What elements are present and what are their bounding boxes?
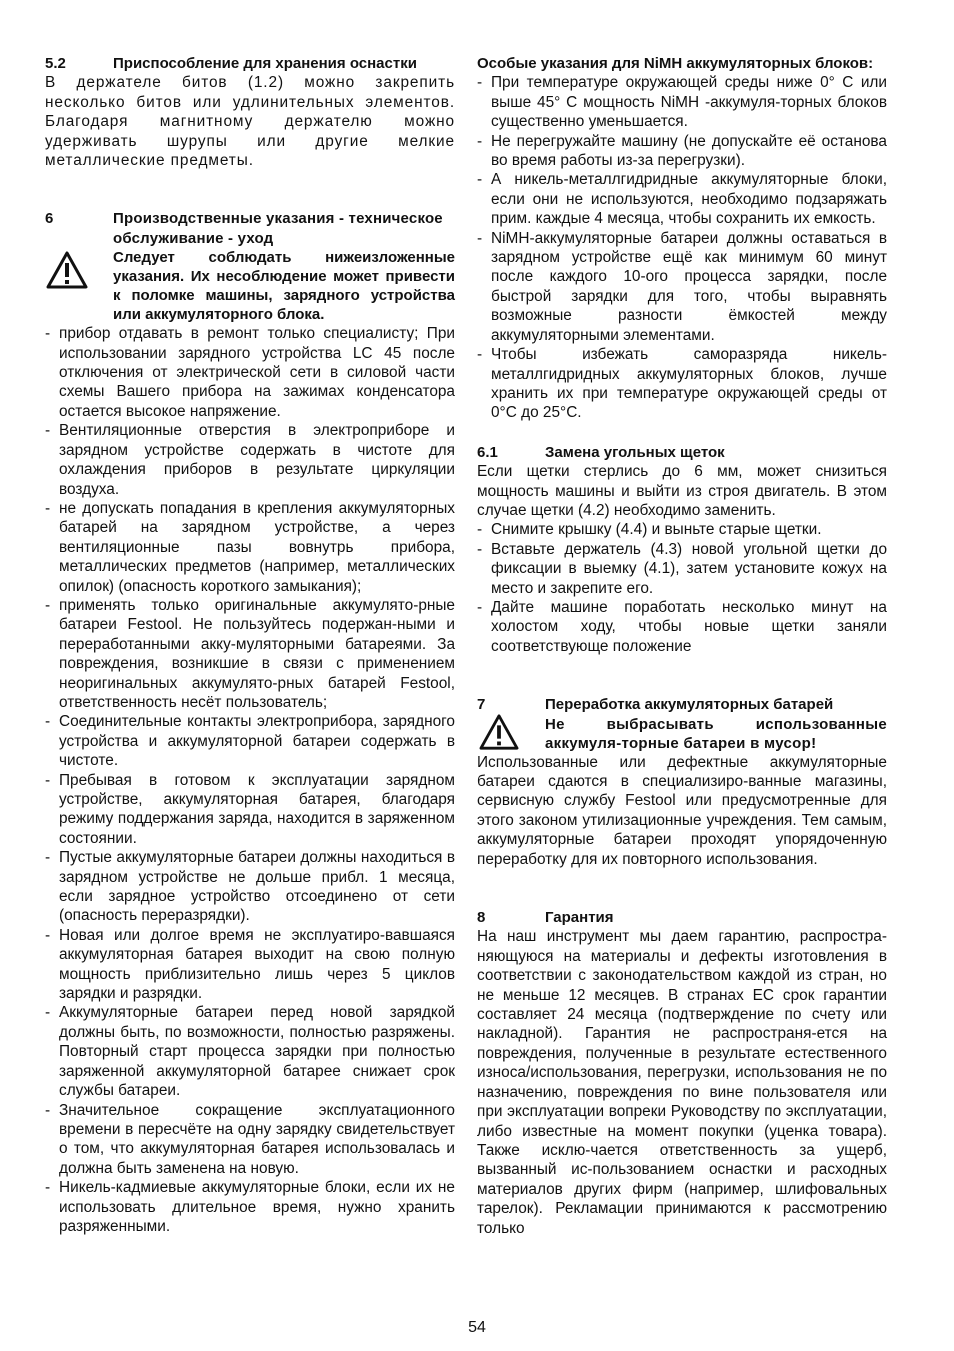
warning-text: Не выбрасывать использованные аккумуля-торные батареи в мусор! — [545, 715, 887, 752]
list-item-text: Не перегружайте машину (не допускайте её останова во время работы из-за перегрузки). — [491, 132, 887, 170]
list-item-text: Вставьте держатель (4.3) новой угольной щетки до фиксации в выемку (4.1), затем установите кожух на место и закрепите его. — [491, 540, 887, 597]
list-dash: - — [45, 1179, 51, 1197]
paragraph: Использованные или дефектные аккумуляторные батареи сдаются в специализиро-ванные магазины, сервисную службу Festool или предусмотренные для этого законом утилизационные учреждения. Тем самым, аккумуляторные батареи проходят упорядоченную переработку для их повторного использования. — [477, 753, 887, 868]
list-item-text: Значительное сокращение эксплуатационного времени в пересчёте на одну зарядку свидетельствует о том, что аккумуляторная батарея использовалась и должна быть заменена на новую. — [59, 1101, 455, 1177]
list-item-text: А никель-металлгидридные аккумуляторные блоки, если они не используются, необходимо подзаряжать прим. каждые 4 месяца, чтобы сохранить их емкость. — [491, 171, 887, 228]
list-dash: - — [45, 1101, 51, 1119]
list-dash: - — [45, 713, 51, 731]
section-7 — [477, 695, 887, 869]
section-heading — [477, 908, 887, 927]
section-title: Производственные указания - техническое обслуживание - уход — [113, 210, 443, 247]
section-5-2 — [45, 54, 455, 170]
list-item-text: Новая или долгое время не эксплуатиро-вавшаяся аккумуляторная батарея выходит на свою полную мощность приблизительно лишь через 5 циклов зарядки и разрядки. — [59, 926, 455, 1003]
list-item — [477, 540, 887, 598]
list-item-text: прибор отдавать в ремонт только специалисту; При использовании зарядного устройства LC 45 после отключения от электрической сети в силовой части схемы Вашего прибора на зажимах конденсатора остается высокое напряжение. — [59, 325, 455, 420]
list-item-text: Вентиляционные отверстия в электроприборе и зарядном устройстве содержать в чистоте для охлаждения приборов в результате циркуляции воздуха. — [59, 422, 455, 498]
section-title: Замена угольных щеток — [545, 443, 725, 461]
list-dash: - — [45, 771, 51, 789]
list-dash: - — [477, 229, 483, 247]
list-item-text: Пребывая в готовом к эксплуатации зарядном устройстве, аккумуляторная батарея, благодаря режиму поддержания заряда, находится в заряженном состоянии. — [59, 771, 455, 847]
section-heading — [45, 54, 455, 73]
list-dash: - — [45, 849, 51, 867]
list-dash: - — [477, 346, 483, 364]
warning-triangle-icon — [45, 248, 113, 324]
paragraph: Если щетки стерлись до 6 мм, может снизиться мощность машины и выйти из строя двигатель. В этом случае щетки (4.2) необходимо заменить. — [477, 463, 887, 519]
list-dash: - — [45, 1004, 51, 1022]
list-item-text: применять только оригинальные аккумулято-рные батареи Festool. Не пользуйтесь подержан-ными и переработанными акку-муляторными батареями. За повреждения, возникшие в связи с применением неоригинальных аккумулято-рных батарей Festool, ответственность несёт пользователь; — [59, 596, 455, 711]
section-6 — [45, 209, 455, 1236]
list-item — [477, 520, 887, 539]
warning-block — [45, 248, 455, 324]
list-item — [45, 848, 455, 926]
list-dash: - — [45, 596, 51, 614]
list-dash: - — [45, 422, 51, 440]
list-item — [45, 596, 455, 712]
list-item — [477, 170, 887, 228]
list-item-text: не допускать попадания в крепления аккумуляторных батарей на зарядном устройстве, а через вентиляционные пазы вовнутрь прибора, металлических предметов (например, металлических опилок) (опасность короткого замыкания); — [59, 499, 455, 595]
section-number: 6.1 — [477, 443, 498, 461]
section-title: Гарантия — [545, 909, 614, 927]
right-column — [477, 54, 887, 1238]
page-number: 54 — [468, 1319, 486, 1336]
list-item — [477, 598, 887, 656]
list-dash: - — [477, 74, 483, 92]
section-number: 8 — [477, 909, 486, 927]
section-heading — [477, 695, 887, 714]
section-6-1 — [477, 443, 887, 656]
list-item-text: Никель-кадмиевые аккумуляторные блоки, если их не использовать длительное время, нужно хранить разряженными. — [59, 1179, 455, 1235]
warning-block — [477, 715, 887, 753]
section-heading — [45, 209, 455, 248]
list-item-text: Соединительные контакты электроприбора, зарядного устройства и аккумуляторной батареи содержать в чистоте. — [59, 713, 455, 770]
section-number: 5.2 — [45, 55, 66, 72]
list-dash: - — [477, 132, 483, 150]
nimh-list — [477, 73, 887, 422]
list-item — [45, 926, 455, 1004]
list-dash: - — [45, 926, 51, 944]
list-dash: - — [477, 598, 483, 616]
list-item-text: Снимите крышку (4.4) и выньте старые щетки. — [491, 521, 822, 539]
list-item — [45, 712, 455, 770]
brush-list — [477, 520, 887, 656]
list-item-text: Аккумуляторные батареи перед новой зарядкой должны быть, по возможности, полностью разряжены. Повторный старт процесса зарядки при полностью заряженной аккумуляторной батарее снижает срок службы батареи. — [59, 1004, 455, 1100]
list-item-text: Дайте машине поработать несколько минут на холостом ходу, чтобы новые щетки заняли соответствующе положение — [491, 598, 887, 655]
list-dash: - — [477, 521, 483, 539]
list-item — [477, 345, 887, 423]
warning-triangle-icon — [477, 715, 545, 753]
list-item — [45, 421, 455, 499]
list-item-text: NiMH-аккумуляторные батареи должны оставаться в зарядном устройстве ещё как минимум 60 минут после каждого 10-ого процесса зарядки, после быстрой зарядки для того, чтобы выравнять возможные разности ёмкостей между аккумуляторными элементами. — [491, 229, 887, 344]
section-number: 7 — [477, 696, 486, 714]
list-item — [45, 324, 455, 421]
paragraph: На наш инструмент мы даем гарантию, распростра-няющуюся на материалы и дефекты изготовления в соответствии с законодательством каждой из стран, но не меньше 12 месяцев. В странах ЕС срок гарантии составляет 24 месяца (подтверждение по счету или накладной). Гарантия не распространя-ется на повреждения, полученные в результате естественного износа/использования, перегрузки, использования не по назначению, повреждения по вине пользователя или при эксплуатации вопреки Руководству по эксплуатации, либо известные на момент покупки (уценка товара). Также исклю-чается ответственность за ущерб, вызванный ис-пользованием оснастки и расходных материалов других фирм (например, шлифовальных тарелок). Рекламации принимаются к рассмотрению только — [477, 928, 887, 1237]
section-nimh — [477, 54, 887, 423]
list-item — [477, 132, 887, 171]
paragraph: В держателе битов (1.2) можно закрепить несколько битов или удлинительных элементов. Благодаря магнитному держателю можно удерживать шурупы или другие мелкие металлические предметы. — [45, 74, 455, 170]
section-title: Особые указания для NiMH аккумуляторных блоков: — [477, 55, 874, 72]
list-item-text: Пустые аккумуляторные батареи должны находиться в зарядном устройстве не дольше прибл. 1 месяца, если зарядное устройство отсоединено от сети (опасность переразрядки). — [59, 849, 455, 925]
section-heading — [477, 443, 887, 462]
section-title: Приспособление для хранения оснастки — [113, 55, 417, 72]
list-dash: - — [477, 171, 483, 189]
section-title: Переработка аккумуляторных батарей — [545, 696, 834, 714]
warning-text: Следует соблюдать нижеизложенные указания. Их несоблюдение может привести к поломке машины, зарядного устройства или аккумуляторного блока. — [113, 249, 455, 324]
list-item — [45, 1178, 455, 1236]
list-item-text: Чтобы избежать саморазряда никель-металлгидридных аккумуляторных блоков, лучше хранить их при температуре окружающей среды от 0°С до 25°С. — [491, 346, 887, 422]
list-dash: - — [45, 499, 51, 517]
list-item — [45, 499, 455, 596]
list-item — [45, 771, 455, 849]
list-dash: - — [45, 325, 51, 343]
list-item-text: При температуре окружающей среды ниже 0° С или выше 45° С мощность NiMH -аккумуля-торных блоков существенно уменьшается. — [491, 74, 887, 131]
list-item — [477, 73, 887, 131]
list-item — [477, 229, 887, 345]
list-item — [45, 1003, 455, 1100]
maintenance-list — [45, 324, 455, 1236]
section-8 — [477, 908, 887, 1238]
list-dash: - — [477, 540, 483, 558]
list-item — [45, 1101, 455, 1179]
section-number: 6 — [45, 210, 54, 228]
left-column — [45, 54, 455, 1236]
